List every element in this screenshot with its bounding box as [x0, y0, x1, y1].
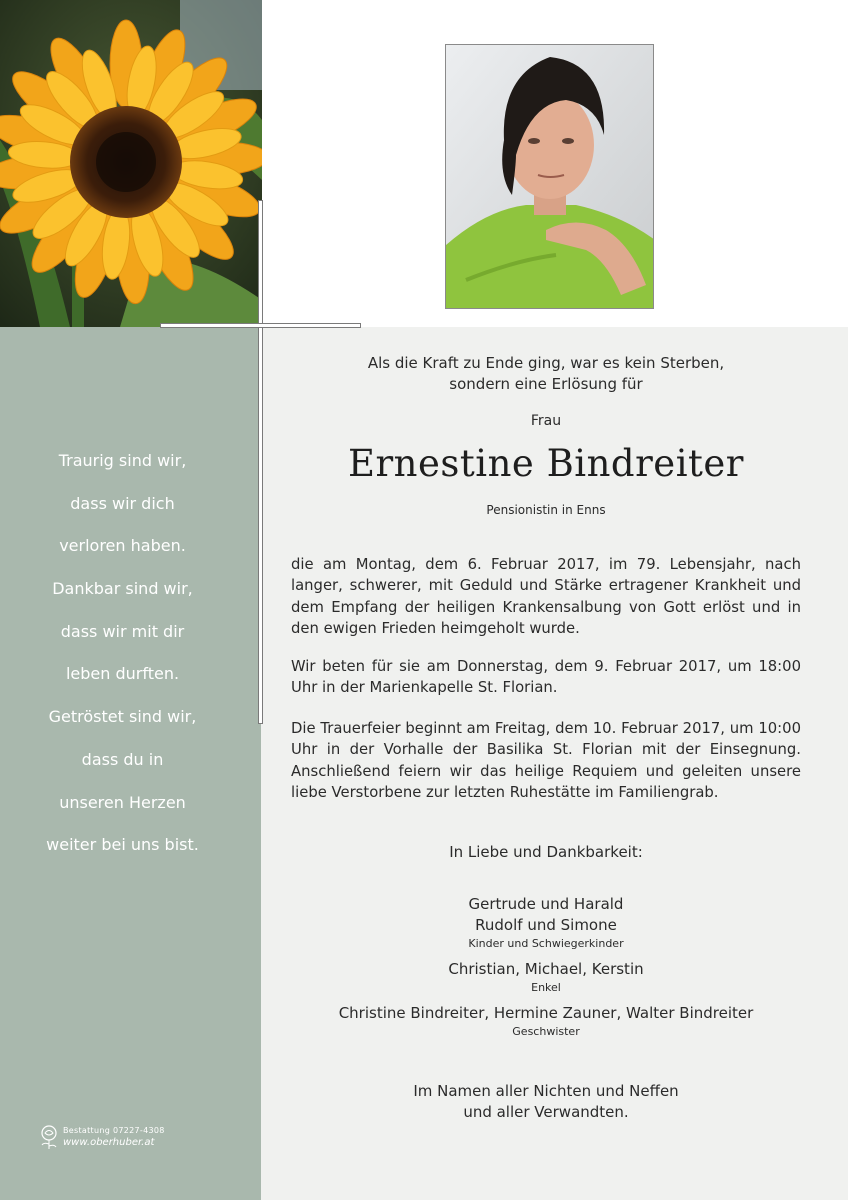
grandchildren-relation: Enkel: [531, 981, 561, 994]
sunflower-photo: [0, 0, 262, 327]
portrait-icon: [446, 45, 654, 309]
prayer-paragraph: Wir beten für sie am Donnerstag, dem 9. Februar 2017, um 18:00 Uhr in der Marienkapelle St. Florian.: [291, 658, 801, 697]
funeral-home-logo: [38, 1124, 165, 1150]
poem-line: dass wir mit dir: [60, 621, 185, 641]
logo-phone: Bestattung 07227-4308: [63, 1126, 165, 1135]
rose-icon: [38, 1124, 60, 1150]
poem-line: verloren haben.: [59, 536, 186, 556]
siblings-relation: Geschwister: [512, 1025, 580, 1038]
closing-line-2: und aller Verwandten.: [463, 1103, 629, 1121]
death-notice-paragraph: die am Montag, dem 6. Februar 2017, im 79. Lebensjahr, nach langer, schwerer, mit Geduld und Stärke ertragener Krankheit und dem Empfang der heiligen Krankensalbung von Gott erlöst und in den ewigen Frieden heimgeholt wurde.: [291, 556, 801, 638]
poem: [0, 450, 245, 877]
intro-line-1: Als die Kraft zu Ende ging, war es kein Sterben,: [367, 354, 725, 372]
grandchildren: Christian, Michael, Kerstin: [448, 960, 644, 978]
poem-line: Getröstet sind wir,: [48, 707, 197, 727]
children-line-2: Rudolf und Simone: [475, 916, 617, 934]
poem-line: leben durften.: [65, 664, 180, 684]
thanks-heading: In Liebe und Dankbarkeit:: [449, 843, 643, 861]
cross-vertical-bar: [258, 200, 263, 724]
cross-horizontal-bar: [160, 323, 361, 328]
poem-line: Traurig sind wir,: [58, 451, 187, 470]
salutation: Frau: [530, 413, 562, 429]
funeral-paragraph: Die Trauerfeier beginnt am Freitag, dem 10. Februar 2017, um 10:00 Uhr in der Vorhalle der Basilika St. Florian mit der Einsegnung. Anschließend feiern wir das heilige Requiem und geleiten unsere liebe Verstorbene zur letzten Ruhestätte im Familiengrab.: [291, 720, 801, 802]
deceased-name: Ernestine Bindreiter: [347, 442, 744, 485]
children-line-1: Gertrude und Harald: [468, 895, 624, 913]
poem-line: dass du in: [81, 749, 164, 769]
closing-line-1: Im Namen aller Nichten und Neffen: [413, 1082, 679, 1100]
closing-text: [291, 1081, 801, 1123]
siblings: Christine Bindreiter, Hermine Zauner, Walter Bindreiter: [338, 1004, 754, 1022]
logo-website: www.oberhuber.at: [63, 1137, 155, 1148]
sunflower-icon: [0, 0, 262, 327]
mourners-list: [291, 894, 801, 1047]
intro-line-2: sondern eine Erlösung für: [449, 375, 643, 393]
poem-line: dass wir dich: [70, 493, 175, 513]
intro-text: [291, 353, 801, 395]
poem-line: unseren Herzen: [59, 792, 186, 812]
portrait-photo: [445, 44, 654, 309]
children-relation: Kinder und Schwiegerkinder: [468, 937, 624, 950]
occupation: Pensionistin in Enns: [486, 503, 606, 517]
poem-line: Dankbar sind wir,: [52, 579, 193, 599]
poem-line: weiter bei uns bist.: [46, 835, 199, 855]
